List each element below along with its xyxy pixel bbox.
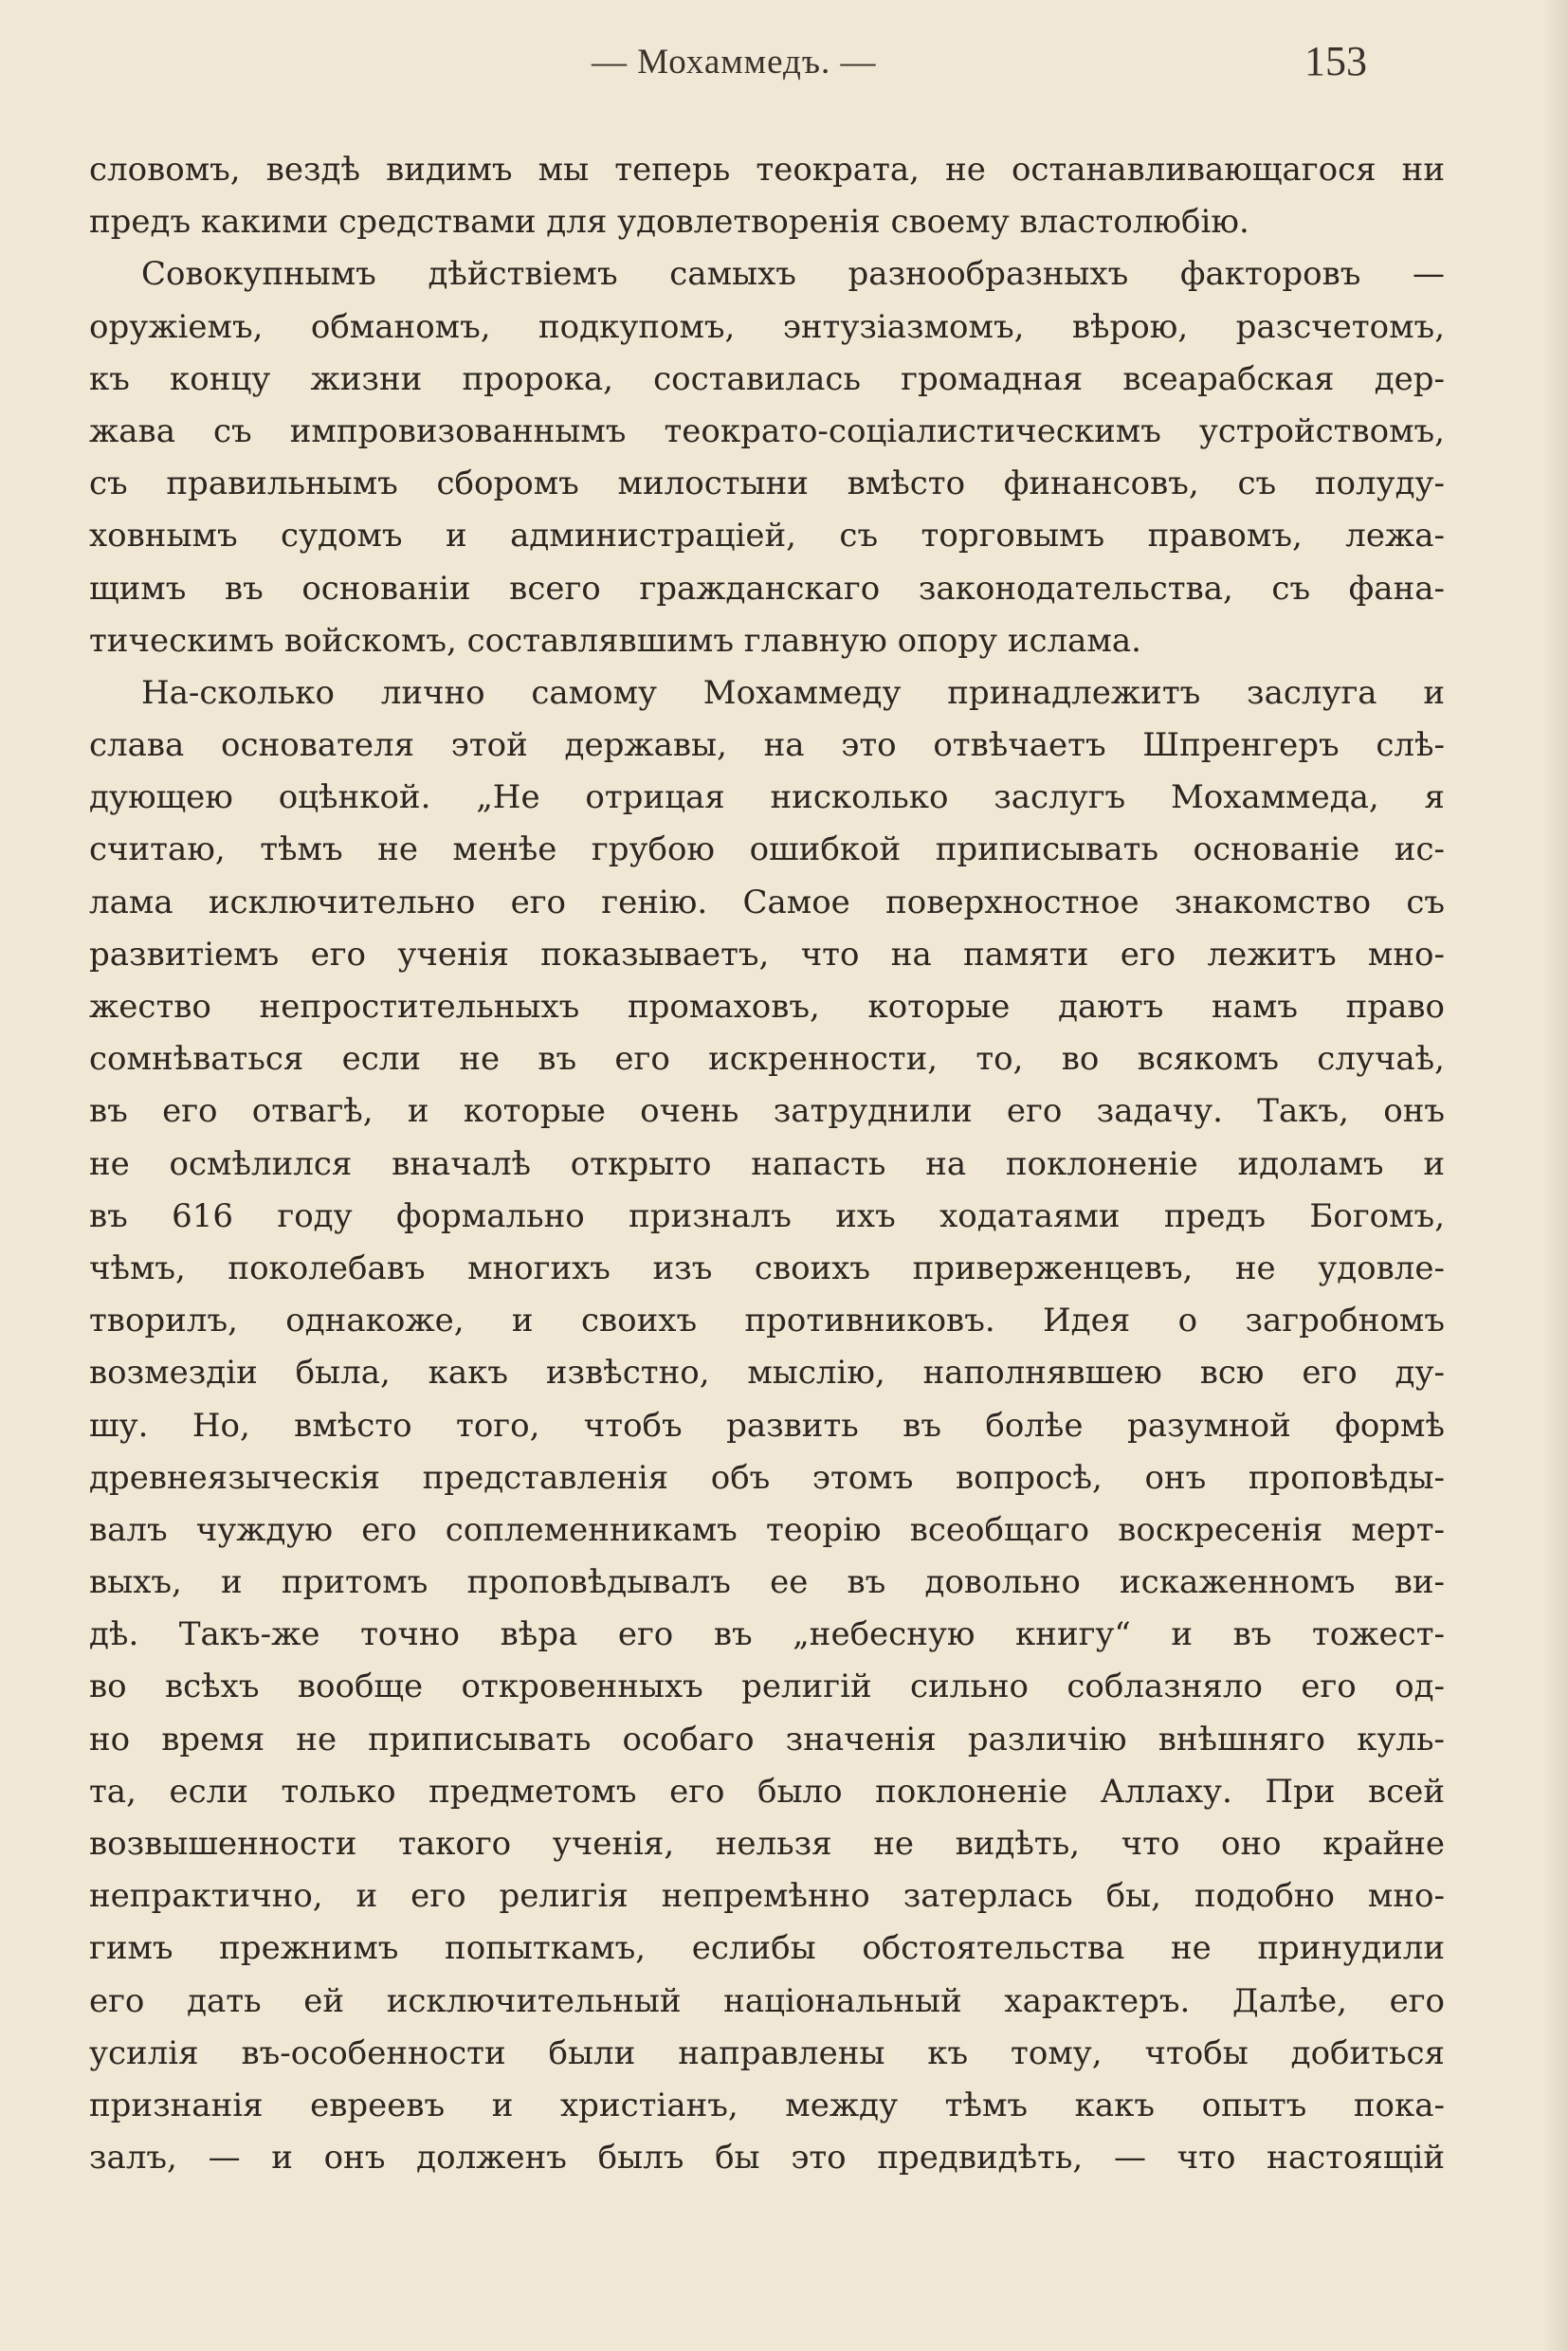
page-header: [89, 32, 1388, 93]
text-line: та, если только предметомъ его было поклоненіе Аллаху. При всей: [89, 1772, 1445, 1811]
page-edge-shadow: [1543, 0, 1568, 2351]
text-line: во всѣхъ вообще откровенныхъ религій сильно соблазняло его од-: [89, 1668, 1445, 1706]
text-line: въ 616 году формально призналъ ихъ ходатаями предъ Богомъ,: [89, 1196, 1445, 1235]
text-line: предъ какими средствами для удовлетворенія своему властолюбію.: [89, 203, 1249, 242]
text-line: считаю, тѣмъ не менѣе грубою ошибкой приписывать основаніе ис-: [89, 830, 1445, 869]
text-line: жество непростительныхъ промаховъ, которые даютъ намъ право: [89, 988, 1445, 1026]
text-line: слава основателя этой державы, на это отвѣчаетъ Шпренгеръ слѣ-: [89, 726, 1445, 765]
text-line: валъ чуждую его соплеменникамъ теорію всеобщаго воскресенія мерт-: [89, 1510, 1445, 1549]
text-line: къ концу жизни пророка, составилась громадная всеарабская дер-: [89, 359, 1445, 398]
text-line: чѣмъ, поколебавъ многихъ изъ своихъ приверженцевъ, не удовле-: [89, 1248, 1445, 1287]
text-line: возмездіи была, какъ извѣстно, мыслію, наполнявшею всю его ду-: [89, 1354, 1445, 1393]
page-number: 153: [1304, 38, 1367, 84]
running-head: — Мохаммедъ. —: [592, 43, 877, 82]
text-line: жава съ импровизованнымъ теократо-соціалистическимъ устройствомъ,: [89, 411, 1445, 450]
text-line: дующею оцѣнкой. „Не отрицая нисколько заслугъ Мохаммеда, я: [89, 778, 1445, 817]
text-line: но время не приписывать особаго значенія различію внѣшняго куль-: [89, 1720, 1445, 1759]
text-line: ховнымъ судомъ и администраціей, съ торговымъ правомъ, лежа-: [89, 517, 1445, 556]
text-line: Совокупнымъ дѣйствіемъ самыхъ разнообразныхъ факторовъ —: [141, 255, 1445, 294]
text-line: гимъ прежнимъ попыткамъ, еслибы обстоятельства не принудили: [89, 1929, 1445, 1968]
text-line: тическимъ войскомъ, составлявшимъ главную опору ислама.: [89, 621, 1141, 660]
text-line: его дать ей исключительный національный характеръ. Далѣе, его: [89, 1981, 1445, 2020]
text-line: непрактично, и его религія непремѣнно затерлась бы, подобно мно-: [89, 1877, 1445, 1916]
text-line: усилія въ-особенности были направлены къ тому, чтобы добиться: [89, 2033, 1445, 2072]
text-line: древнеязыческія представленія объ этомъ вопросѣ, онъ проповѣды-: [89, 1458, 1445, 1497]
text-line: сомнѣваться если не въ его искренности, то, во всякомъ случаѣ,: [89, 1040, 1445, 1079]
text-line: словомъ, вездѣ видимъ мы теперь теократа, не останавливающагося ни: [89, 151, 1445, 189]
text-line: возвышенности такого ученія, нельзя не видѣть, что оно крайне: [89, 1825, 1445, 1863]
text-line: оружіемъ, обманомъ, подкупомъ, энтузіазмомъ, вѣрою, разсчетомъ,: [89, 307, 1445, 346]
text-line: съ правильнымъ сборомъ милостыни вмѣсто финансовъ, съ полуду-: [89, 465, 1445, 503]
text-line: выхъ, и притомъ проповѣдывалъ ее въ довольно искаженномъ ви-: [89, 1563, 1445, 1602]
text-line: лама исключительно его генію. Самое поверхностное знакомство съ: [89, 883, 1445, 921]
text-line: развитіемъ его ученія показываетъ, что на памяти его лежитъ мно-: [89, 935, 1445, 974]
text-line: творилъ, однакоже, и своихъ противниковъ. Идея о загробномъ: [89, 1302, 1445, 1340]
text-line: не осмѣлился вначалѣ открыто напасть на поклоненіе идоламъ и: [89, 1144, 1445, 1183]
text-line: въ его отвагѣ, и которые очень затруднили его задачу. Такъ, онъ: [89, 1092, 1445, 1131]
text-line: дѣ. Такъ-же точно вѣра его въ „небесную книгу“ и въ тожест-: [89, 1615, 1445, 1654]
body-text: [89, 144, 1445, 2184]
text-line: На-сколько лично самому Мохаммеду принадлежитъ заслуга и: [141, 673, 1445, 712]
text-line: щимъ въ основаніи всего гражданскаго законодательства, съ фана-: [89, 569, 1445, 608]
text-line: шу. Но, вмѣсто того, чтобъ развить въ болѣе разумной формѣ: [89, 1406, 1445, 1445]
text-line: залъ, — и онъ долженъ былъ бы это предвидѣть, — что настоящій: [89, 2139, 1445, 2178]
text-line: признанія евреевъ и христіанъ, между тѣмъ какъ опытъ пока-: [89, 2086, 1445, 2124]
